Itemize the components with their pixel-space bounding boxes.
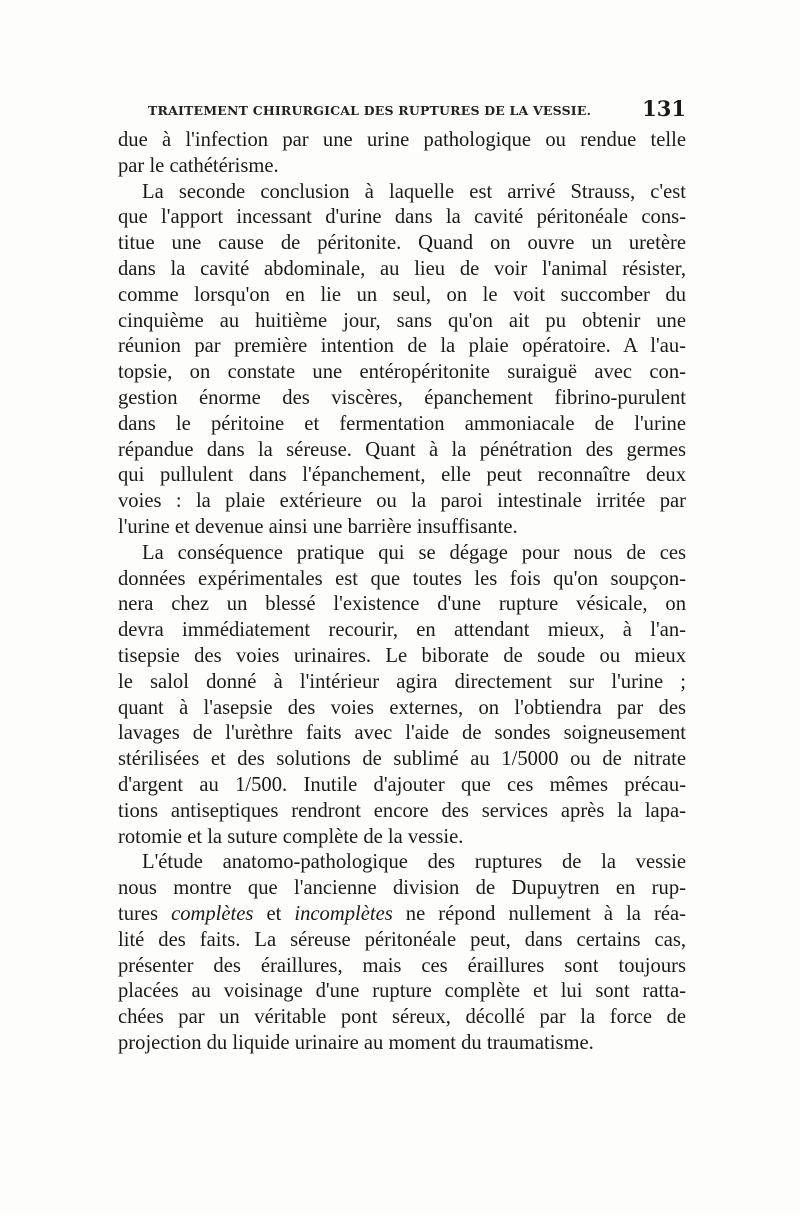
text-line: placées au voisinage d'une rupture complète et lui sont ratta- bbox=[118, 980, 686, 1003]
text-line: d'argent au 1/500. Inutile d'ajouter que ces mêmes précau- bbox=[118, 773, 686, 796]
running-title: TRAITEMENT CHIRURGICAL DES RUPTURES DE LA VESSIE. bbox=[148, 103, 592, 118]
text-line: La conséquence pratique qui se dégage pour nous de ces bbox=[142, 541, 686, 564]
italic-term: incomplètes bbox=[294, 902, 393, 925]
text-line: gestion énorme des viscères, épanchement fibrino-purulent bbox=[118, 386, 686, 409]
text-line: lavages de l'urèthre faits avec l'aide de sondes soigneusement bbox=[118, 722, 686, 745]
text-line: quant à l'asepsie des voies externes, on l'obtiendra par des bbox=[118, 696, 686, 719]
text-line: voies : la plaie extérieure ou la paroi intestinale irritée par bbox=[118, 490, 686, 513]
text-line: nous montre que l'ancienne division de Dupuytren en rup- bbox=[118, 877, 686, 900]
text-line bbox=[118, 902, 686, 928]
text-line: données expérimentales est que toutes les fois qu'on soupçon- bbox=[118, 567, 686, 590]
text-line: l'urine et devenue ainsi une barrière insuffisante. bbox=[118, 515, 518, 538]
text-line: présenter des éraillures, mais ces éraillures sont toujours bbox=[118, 954, 686, 977]
text-line: titue une cause de péritonite. Quand on ouvre un uretère bbox=[118, 232, 686, 255]
text-line: nera chez un blessé l'existence d'une rupture vésicale, on bbox=[118, 593, 686, 616]
text-line: dans la cavité abdominale, au lieu de voir l'animal résister, bbox=[118, 257, 686, 280]
text-line: La seconde conclusion à laquelle est arrivé Strauss, c'est bbox=[142, 180, 686, 203]
italic-term: complètes bbox=[171, 902, 254, 925]
text-line: stérilisées et des solutions de sublimé au 1/5000 ou de nitrate bbox=[118, 748, 686, 771]
text-fragment: et bbox=[253, 902, 295, 925]
text-line: due à l'infection par une urine pathologique ou rendue telle bbox=[118, 129, 686, 151]
text-line: chées par un véritable pont séreux, décollé par la force de bbox=[118, 1006, 686, 1029]
text-line: réunion par première intention de la plaie opératoire. A l'au- bbox=[118, 335, 686, 358]
text-line: rotomie et la suture complète de la vessie. bbox=[118, 825, 464, 848]
text-line: tisepsie des voies urinaires. Le biborate de soude ou mieux bbox=[118, 644, 686, 667]
text-line: le salol donné à l'intérieur agira directement sur l'urine ; bbox=[118, 670, 686, 693]
text-line: projection du liquide urinaire au moment du traumatisme. bbox=[118, 1031, 594, 1054]
text-line: qui pullulent dans l'épanchement, elle peut reconnaître deux bbox=[118, 464, 686, 487]
text-line: cinquième au huitième jour, sans qu'on ait pu obtenir une bbox=[118, 309, 686, 332]
text-line: lité des faits. La séreuse péritonéale peut, dans certains cas, bbox=[118, 928, 686, 951]
text-fragment: ne répond nullement à la réa- bbox=[392, 902, 686, 925]
page-number: 131 bbox=[642, 96, 686, 121]
text-line: L'étude anatomo-pathologique des ruptures de la vessie bbox=[142, 851, 686, 874]
text-line: topsie, on constate une entéropéritonite suraiguë avec con- bbox=[118, 361, 686, 384]
text-fragment: tures bbox=[118, 902, 172, 925]
text-line: répandue dans la séreuse. Quant à la pénétration des germes bbox=[118, 438, 686, 461]
text-line: comme lorsqu'on en lie un seul, on le voit succomber du bbox=[118, 283, 686, 306]
text-line: que l'apport incessant d'urine dans la cavité péritonéale cons- bbox=[118, 206, 686, 229]
text-line: par le cathétérisme. bbox=[118, 154, 279, 177]
text-line: dans le péritoine et fermentation ammoniacale de l'urine bbox=[118, 412, 686, 435]
page-header bbox=[118, 96, 688, 126]
text-line: devra immédiatement recourir, en attendant mieux, à l'an- bbox=[118, 619, 686, 642]
text-line: tions antiseptiques rendront encore des services après la lapa- bbox=[118, 799, 686, 822]
body-text bbox=[118, 128, 686, 1057]
